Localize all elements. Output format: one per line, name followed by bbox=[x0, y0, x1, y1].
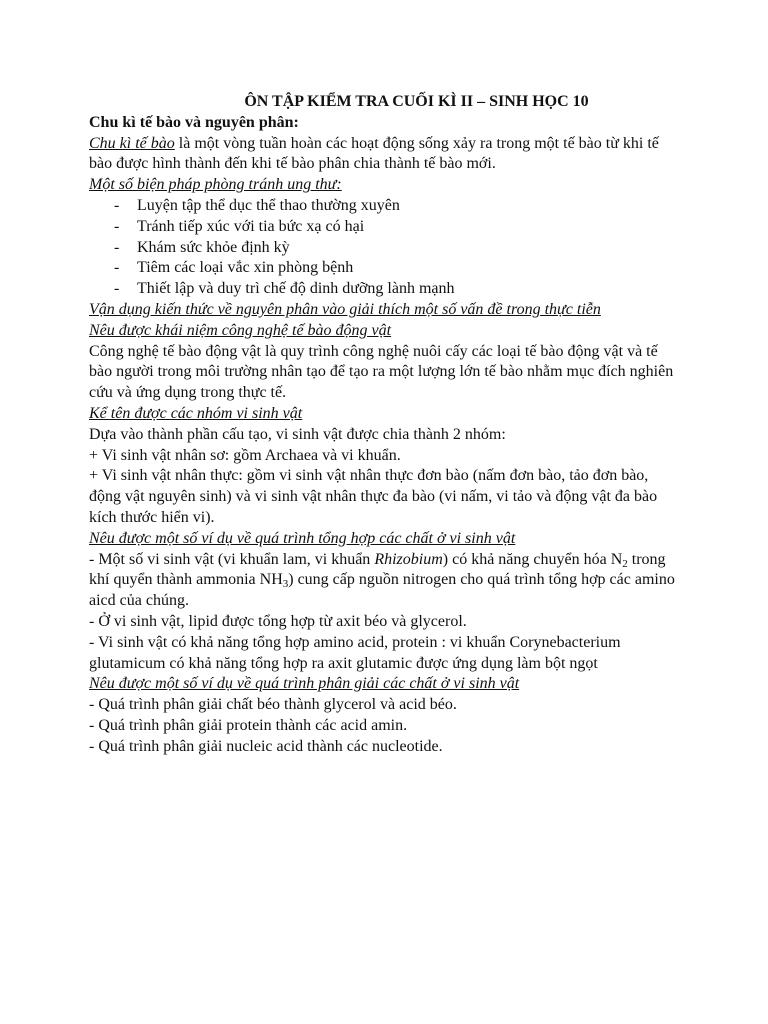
list-item bbox=[89, 196, 684, 217]
synthesis-text-part: ) có khả năng chuyển hóa N bbox=[442, 550, 623, 568]
synthesis-text-part: ) cung cấp nguồn nitrogen cho quá trình tổng hợp các amino aicd của chúng. bbox=[89, 571, 675, 610]
list-dash: - bbox=[114, 217, 120, 235]
decomposition-item: - Quá trình phân giải chất béo thành glycerol và acid béo. bbox=[89, 696, 457, 714]
rhizobium-genus: Rhizobium bbox=[374, 550, 443, 568]
cell-cycle-term: Chu kì tế bào bbox=[89, 134, 175, 152]
list-dash: - bbox=[114, 238, 120, 256]
cancer-prevention-list bbox=[89, 196, 684, 300]
list-dash: - bbox=[114, 280, 120, 298]
mitosis-application-heading: Vận dụng kiến thức về nguyên phân vào giải thích một số vấn đề trong thực tiễn bbox=[89, 300, 601, 318]
cancer-prevention-heading: Một số biện pháp phòng tránh ung thư: bbox=[89, 176, 342, 194]
document-page bbox=[89, 92, 684, 758]
decomposition-item: - Quá trình phân giải nucleic acid thành các nucleotide. bbox=[89, 737, 443, 755]
list-item bbox=[89, 217, 684, 238]
list-item-text: Khám sức khỏe định kỳ bbox=[137, 238, 290, 256]
list-dash: - bbox=[114, 259, 120, 277]
microbe-groups-prokaryote: + Vi sinh vật nhân sơ: gồm Archaea và vi khuẩn. bbox=[89, 446, 401, 464]
microbe-groups-intro: Dựa vào thành phần cấu tạo, vi sinh vật được chia thành 2 nhóm: bbox=[89, 425, 506, 443]
document-title: ÔN TẬP KIỂM TRA CUỐI KÌ II – SINH HỌC 10 bbox=[244, 93, 589, 110]
list-item bbox=[89, 279, 684, 300]
synthesis-example-lipid: - Ở vi sinh vật, lipid được tổng hợp từ axit béo và glycerol. bbox=[89, 612, 467, 630]
list-dash: - bbox=[114, 196, 120, 214]
list-item-text: Tiêm các loại vắc xin phòng bệnh bbox=[137, 259, 354, 277]
list-item bbox=[89, 258, 684, 279]
list-item-text: Thiết lập và duy trì chế độ dinh dưỡng lành mạnh bbox=[137, 280, 455, 298]
microbe-groups-heading: Kể tên được các nhóm vi sinh vật bbox=[89, 404, 303, 422]
microbe-groups-eukaryote: + Vi sinh vật nhân thực: gồm vi sinh vật nhân thực đơn bào (nấm đơn bào, tảo đơn bào, động vật nguyên sinh) và vi sinh vật nhân thực đa bào (vi nấm, vi tảo và động vật đa bào kích thước hiển vi). bbox=[89, 467, 658, 526]
animal-cell-tech-text: Công nghệ tế bào động vật là quy trình công nghệ nuôi cấy các loại tế bào động vật và tế bào người trong môi trường nhân tạo để tạo ra một lượng lớn tế bào nhằm mục đích nghiên cứu và ứng dụng trong thực tế. bbox=[89, 342, 674, 402]
decomposition-heading: Nêu được một số ví dụ về quá trình phân giải các chất ở vi sinh vật bbox=[89, 675, 520, 693]
list-item bbox=[89, 238, 684, 259]
cell-cycle-definition-text: là một vòng tuần hoàn các hoạt động sống xảy ra trong một tế bào từ khi tế bào được hình thành đến khi tế bào phân chia thành tế bào mới. bbox=[89, 134, 659, 173]
nh3-subscript: 3 bbox=[282, 578, 289, 591]
n2-subscript: 2 bbox=[622, 557, 628, 570]
synthesis-example-nitrogen bbox=[89, 550, 684, 612]
synthesis-text-part: trong khí quyển thành ammonia NH bbox=[89, 550, 666, 589]
list-item-text: Tránh tiếp xúc với tia bức xạ có hại bbox=[137, 217, 365, 235]
decomposition-item: - Quá trình phân giải protein thành các acid amin. bbox=[89, 716, 408, 734]
section-heading-cell-cycle: Chu kì tế bào và nguyên phân: bbox=[89, 113, 299, 131]
synthesis-example-amino-acid: - Vi sinh vật có khả năng tổng hợp amino acid, protein : vi khuẩn Corynebacterium glutamicum có khả năng tổng hợp ra axit glutamic được ứng dụng làm bột ngọt bbox=[89, 633, 621, 672]
cell-cycle-definition bbox=[89, 134, 684, 176]
synthesis-heading: Nêu được một số ví dụ về quá trình tổng hợp các chất ở vi sinh vật bbox=[89, 529, 516, 547]
list-item-text: Luyện tập thể dục thể thao thường xuyên bbox=[137, 196, 400, 214]
animal-cell-tech-heading: Nêu được khái niệm công nghệ tế bào động vật bbox=[89, 321, 392, 339]
synthesis-text-part: - Một số vi sinh vật (vi khuẩn lam, vi khuẩn bbox=[89, 550, 375, 568]
